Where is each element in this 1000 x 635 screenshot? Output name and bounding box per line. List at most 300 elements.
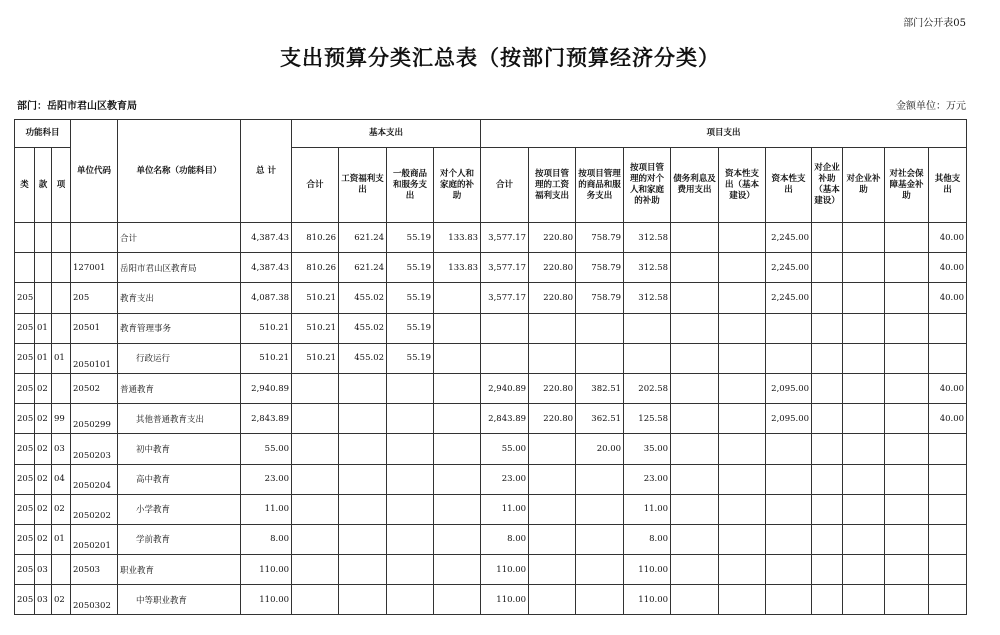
cell-p-capital: [766, 434, 812, 464]
cell-p-personal: 11.00: [624, 494, 671, 524]
cell-p-sum: 3,577.17: [481, 283, 529, 313]
cell-p-capital: 2,095.00: [766, 404, 812, 434]
cell-p-capbuild: [719, 283, 766, 313]
cell-b-personal: [434, 434, 481, 464]
cell-p-debt: [671, 404, 719, 434]
project-col-header: 按项目管理的对个人和家庭的补助: [624, 148, 671, 223]
cell-name: 教育管理事务: [118, 313, 241, 343]
cell-total: 55.00: [241, 434, 292, 464]
cell-xiang: [52, 223, 71, 253]
cell-b-wage: [339, 494, 387, 524]
cell-p-other: 40.00: [929, 253, 967, 283]
cell-p-wage: 220.80: [529, 223, 576, 253]
cell-code: 20501: [71, 313, 118, 343]
cell-p-goods: 758.79: [576, 283, 624, 313]
project-col-header: 资本性支出: [766, 148, 812, 223]
cell-b-wage: [339, 555, 387, 585]
cell-p-entbuild: [812, 313, 843, 343]
cell-total: 4,387.43: [241, 223, 292, 253]
cell-p-personal: 312.58: [624, 253, 671, 283]
cell-b-sum: [292, 494, 339, 524]
cell-p-entbuild: [812, 373, 843, 403]
cell-p-capital: 2,095.00: [766, 373, 812, 403]
cell-p-debt: [671, 313, 719, 343]
cell-b-sum: 810.26: [292, 253, 339, 283]
cell-lei: 205: [15, 555, 35, 585]
cell-p-sum: 2,843.89: [481, 404, 529, 434]
cell-xiang: 02: [52, 494, 71, 524]
cell-b-goods: [387, 404, 434, 434]
cell-name: 学前教育: [118, 524, 241, 554]
cell-p-capbuild: [719, 373, 766, 403]
cell-p-other: [929, 555, 967, 585]
cell-code: [71, 223, 118, 253]
cell-code: 20503: [71, 555, 118, 585]
budget-table: [14, 119, 967, 615]
cell-p-personal: 312.58: [624, 283, 671, 313]
cell-p-ent: [843, 585, 885, 615]
cell-xiang: 01: [52, 524, 71, 554]
total-header: 总 计: [241, 120, 292, 223]
basic-col-header: 合计: [292, 148, 339, 223]
cell-lei: 205: [15, 464, 35, 494]
cell-p-ent: [843, 373, 885, 403]
cell-b-wage: 455.02: [339, 343, 387, 373]
cell-p-wage: [529, 434, 576, 464]
cell-p-personal: 312.58: [624, 223, 671, 253]
cell-p-personal: 110.00: [624, 555, 671, 585]
cell-p-capital: [766, 464, 812, 494]
cell-p-capbuild: [719, 464, 766, 494]
cell-p-capbuild: [719, 434, 766, 464]
cell-p-debt: [671, 343, 719, 373]
cell-p-capbuild: [719, 494, 766, 524]
cell-p-capital: 2,245.00: [766, 253, 812, 283]
cell-lei: 205: [15, 434, 35, 464]
project-expense-header: 项目支出: [481, 120, 967, 148]
cell-p-wage: 220.80: [529, 283, 576, 313]
cell-code: 2050203: [71, 434, 118, 464]
cell-total: 110.00: [241, 555, 292, 585]
cell-lei: 205: [15, 343, 35, 373]
func-subject-header: 功能科目: [15, 120, 71, 148]
cell-p-ent: [843, 343, 885, 373]
table-row: [15, 464, 967, 494]
cell-xiang: 04: [52, 464, 71, 494]
cell-p-wage: [529, 585, 576, 615]
cell-b-wage: [339, 404, 387, 434]
cell-name: 岳阳市君山区教育局: [118, 253, 241, 283]
cell-b-goods: [387, 464, 434, 494]
cell-p-goods: [576, 585, 624, 615]
cell-p-social: [885, 585, 929, 615]
cell-code: 2050202: [71, 494, 118, 524]
basic-col-header: 对个人和家庭的补助: [434, 148, 481, 223]
cell-p-entbuild: [812, 343, 843, 373]
cell-p-other: [929, 464, 967, 494]
table-row: [15, 434, 967, 464]
cell-p-social: [885, 524, 929, 554]
cell-kuan: 02: [35, 464, 52, 494]
cell-p-capital: [766, 555, 812, 585]
project-col-header: 对企业补助（基本建设）: [812, 148, 843, 223]
cell-p-sum: 110.00: [481, 555, 529, 585]
cell-p-other: [929, 585, 967, 615]
project-col-header: 合计: [481, 148, 529, 223]
cell-b-wage: [339, 373, 387, 403]
table-row: [15, 373, 967, 403]
cell-p-entbuild: [812, 434, 843, 464]
cell-p-capbuild: [719, 313, 766, 343]
cell-p-debt: [671, 464, 719, 494]
cell-p-social: [885, 313, 929, 343]
cell-code: 205: [71, 283, 118, 313]
cell-p-sum: [481, 343, 529, 373]
cell-name: 小学教育: [118, 494, 241, 524]
cell-code: 20502: [71, 373, 118, 403]
cell-b-wage: [339, 464, 387, 494]
department-label: 部门：岳阳市君山区教育局: [17, 101, 137, 112]
cell-b-wage: [339, 585, 387, 615]
cell-p-entbuild: [812, 223, 843, 253]
form-number: 部门公开表05: [903, 18, 966, 29]
cell-p-social: [885, 253, 929, 283]
cell-b-sum: 510.21: [292, 283, 339, 313]
cell-p-capital: 2,245.00: [766, 223, 812, 253]
cell-p-capbuild: [719, 253, 766, 283]
cell-p-capbuild: [719, 585, 766, 615]
table-row: [15, 404, 967, 434]
cell-p-personal: 35.00: [624, 434, 671, 464]
cell-p-debt: [671, 253, 719, 283]
cell-p-debt: [671, 283, 719, 313]
cell-p-ent: [843, 283, 885, 313]
cell-lei: 205: [15, 494, 35, 524]
cell-p-goods: 362.51: [576, 404, 624, 434]
cell-p-social: [885, 464, 929, 494]
cell-b-personal: [434, 404, 481, 434]
table-row: [15, 494, 967, 524]
cell-name: 行政运行: [118, 343, 241, 373]
cell-kuan: 02: [35, 373, 52, 403]
cell-kuan: 02: [35, 404, 52, 434]
cell-b-sum: [292, 404, 339, 434]
cell-kuan: 02: [35, 494, 52, 524]
cell-p-ent: [843, 555, 885, 585]
cell-p-entbuild: [812, 253, 843, 283]
cell-total: 4,087.38: [241, 283, 292, 313]
cell-b-personal: 133.83: [434, 223, 481, 253]
table-row: [15, 585, 967, 615]
unit-name-header: 单位名称（功能科目）: [118, 120, 241, 223]
cell-p-other: [929, 434, 967, 464]
cell-p-goods: 382.51: [576, 373, 624, 403]
cell-p-wage: 220.80: [529, 404, 576, 434]
cell-p-other: [929, 313, 967, 343]
cell-lei: 205: [15, 373, 35, 403]
cell-p-goods: 758.79: [576, 223, 624, 253]
cell-p-personal: 125.58: [624, 404, 671, 434]
cell-b-goods: [387, 524, 434, 554]
cell-p-goods: 758.79: [576, 253, 624, 283]
cell-name: 初中教育: [118, 434, 241, 464]
cell-lei: 205: [15, 585, 35, 615]
cell-p-personal: 110.00: [624, 585, 671, 615]
cell-kuan: 03: [35, 585, 52, 615]
cell-p-other: [929, 494, 967, 524]
cell-total: 2,940.89: [241, 373, 292, 403]
cell-p-other: [929, 524, 967, 554]
cell-kuan: 01: [35, 343, 52, 373]
cell-total: 2,843.89: [241, 404, 292, 434]
cell-p-other: [929, 343, 967, 373]
cell-b-sum: [292, 555, 339, 585]
cell-p-entbuild: [812, 524, 843, 554]
cell-b-sum: 810.26: [292, 223, 339, 253]
cell-p-goods: [576, 343, 624, 373]
cell-p-goods: [576, 524, 624, 554]
cell-p-sum: 2,940.89: [481, 373, 529, 403]
cell-p-sum: 11.00: [481, 494, 529, 524]
cell-lei: [15, 253, 35, 283]
table-row: [15, 524, 967, 554]
cell-b-wage: 621.24: [339, 253, 387, 283]
cell-p-social: [885, 555, 929, 585]
cell-name: 其他普通教育支出: [118, 404, 241, 434]
table-body: [15, 223, 967, 615]
cell-p-personal: [624, 313, 671, 343]
cell-p-sum: 8.00: [481, 524, 529, 554]
cell-total: 4,387.43: [241, 253, 292, 283]
cell-p-entbuild: [812, 555, 843, 585]
cell-b-goods: [387, 494, 434, 524]
cell-p-capbuild: [719, 223, 766, 253]
cell-b-personal: [434, 494, 481, 524]
cell-name: 高中教育: [118, 464, 241, 494]
cell-p-personal: [624, 343, 671, 373]
cell-b-goods: [387, 555, 434, 585]
cell-p-capital: 2,245.00: [766, 283, 812, 313]
cell-p-wage: [529, 555, 576, 585]
currency-unit-label: 金额单位：万元: [896, 101, 966, 112]
cell-lei: 205: [15, 283, 35, 313]
cell-b-wage: [339, 524, 387, 554]
cell-xiang: 03: [52, 434, 71, 464]
cell-p-entbuild: [812, 464, 843, 494]
cell-b-sum: [292, 524, 339, 554]
cell-p-ent: [843, 253, 885, 283]
cell-p-other: 40.00: [929, 223, 967, 253]
cell-name: 普通教育: [118, 373, 241, 403]
cell-p-goods: [576, 555, 624, 585]
cell-p-ent: [843, 404, 885, 434]
page-title: 支出预算分类汇总表（按部门预算经济分类）: [280, 45, 720, 70]
cell-b-personal: [434, 585, 481, 615]
cell-b-sum: [292, 373, 339, 403]
cell-p-other: 40.00: [929, 373, 967, 403]
table-row: [15, 343, 967, 373]
cell-p-ent: [843, 464, 885, 494]
cell-p-goods: 20.00: [576, 434, 624, 464]
kuan-header: 款: [35, 148, 52, 223]
cell-b-sum: 510.21: [292, 313, 339, 343]
cell-total: 510.21: [241, 313, 292, 343]
cell-kuan: [35, 253, 52, 283]
cell-b-goods: 55.19: [387, 253, 434, 283]
cell-p-personal: 23.00: [624, 464, 671, 494]
project-col-header: 按项目管理的工资福利支出: [529, 148, 576, 223]
cell-b-goods: 55.19: [387, 283, 434, 313]
basic-col-header: 一般商品和服务支出: [387, 148, 434, 223]
cell-xiang: [52, 313, 71, 343]
cell-p-debt: [671, 434, 719, 464]
cell-p-debt: [671, 373, 719, 403]
cell-kuan: [35, 283, 52, 313]
cell-p-goods: [576, 494, 624, 524]
lei-header: 类: [15, 148, 35, 223]
cell-p-sum: 55.00: [481, 434, 529, 464]
cell-p-social: [885, 283, 929, 313]
cell-p-wage: [529, 494, 576, 524]
cell-code: 127001: [71, 253, 118, 283]
cell-xiang: [52, 283, 71, 313]
cell-total: 11.00: [241, 494, 292, 524]
cell-p-capbuild: [719, 404, 766, 434]
table-row: [15, 313, 967, 343]
cell-p-capital: [766, 585, 812, 615]
cell-p-entbuild: [812, 585, 843, 615]
table-row: [15, 253, 967, 283]
cell-b-sum: [292, 464, 339, 494]
cell-kuan: 01: [35, 313, 52, 343]
cell-p-capbuild: [719, 555, 766, 585]
cell-b-personal: [434, 555, 481, 585]
cell-p-entbuild: [812, 494, 843, 524]
project-col-header: 资本性支出（基本建设）: [719, 148, 766, 223]
cell-p-capital: [766, 524, 812, 554]
cell-xiang: 99: [52, 404, 71, 434]
cell-lei: [15, 223, 35, 253]
cell-p-debt: [671, 223, 719, 253]
cell-total: 23.00: [241, 464, 292, 494]
cell-b-wage: 621.24: [339, 223, 387, 253]
cell-b-goods: [387, 434, 434, 464]
cell-lei: 205: [15, 404, 35, 434]
cell-xiang: 02: [52, 585, 71, 615]
cell-p-ent: [843, 494, 885, 524]
cell-p-social: [885, 223, 929, 253]
cell-code: 2050101: [71, 343, 118, 373]
unit-code-header: 单位代码: [71, 120, 118, 223]
cell-p-capital: [766, 313, 812, 343]
xiang-header: 项: [52, 148, 71, 223]
basic-expense-header: 基本支出: [292, 120, 481, 148]
cell-lei: 205: [15, 313, 35, 343]
cell-p-sum: [481, 313, 529, 343]
cell-p-sum: 3,577.17: [481, 253, 529, 283]
cell-p-debt: [671, 585, 719, 615]
cell-b-goods: [387, 373, 434, 403]
cell-p-personal: 8.00: [624, 524, 671, 554]
project-col-header: 对社会保障基金补助: [885, 148, 929, 223]
cell-p-debt: [671, 555, 719, 585]
cell-b-personal: [434, 343, 481, 373]
cell-b-sum: 510.21: [292, 343, 339, 373]
cell-p-social: [885, 343, 929, 373]
cell-b-personal: 133.83: [434, 253, 481, 283]
cell-p-ent: [843, 313, 885, 343]
cell-p-wage: [529, 313, 576, 343]
cell-b-personal: [434, 373, 481, 403]
cell-p-ent: [843, 434, 885, 464]
cell-total: 510.21: [241, 343, 292, 373]
cell-b-wage: 455.02: [339, 283, 387, 313]
cell-b-wage: [339, 434, 387, 464]
cell-code: 2050299: [71, 404, 118, 434]
project-col-header: 按项目管理的商品和服务支出: [576, 148, 624, 223]
cell-lei: 205: [15, 524, 35, 554]
cell-b-goods: 55.19: [387, 223, 434, 253]
basic-col-header: 工资福利支出: [339, 148, 387, 223]
cell-name: 合计: [118, 223, 241, 253]
cell-p-wage: [529, 343, 576, 373]
cell-p-social: [885, 404, 929, 434]
cell-xiang: 01: [52, 343, 71, 373]
cell-xiang: [52, 373, 71, 403]
cell-p-wage: 220.80: [529, 373, 576, 403]
cell-p-social: [885, 434, 929, 464]
cell-b-personal: [434, 283, 481, 313]
cell-name: 中等职业教育: [118, 585, 241, 615]
cell-p-wage: [529, 464, 576, 494]
cell-kuan: 02: [35, 434, 52, 464]
project-col-header: 对企业补助: [843, 148, 885, 223]
cell-kuan: [35, 223, 52, 253]
cell-xiang: [52, 555, 71, 585]
cell-p-other: 40.00: [929, 404, 967, 434]
cell-p-goods: [576, 313, 624, 343]
cell-b-goods: [387, 585, 434, 615]
cell-p-sum: 110.00: [481, 585, 529, 615]
cell-b-wage: 455.02: [339, 313, 387, 343]
project-col-header: 其他支出: [929, 148, 967, 223]
cell-b-sum: [292, 585, 339, 615]
cell-total: 8.00: [241, 524, 292, 554]
cell-p-sum: 23.00: [481, 464, 529, 494]
cell-p-goods: [576, 464, 624, 494]
cell-b-personal: [434, 464, 481, 494]
table-row: [15, 283, 967, 313]
cell-b-personal: [434, 313, 481, 343]
cell-total: 110.00: [241, 585, 292, 615]
cell-b-goods: 55.19: [387, 343, 434, 373]
cell-b-goods: 55.19: [387, 313, 434, 343]
cell-p-capital: [766, 494, 812, 524]
cell-b-sum: [292, 434, 339, 464]
cell-xiang: [52, 253, 71, 283]
cell-p-entbuild: [812, 283, 843, 313]
cell-code: 2050302: [71, 585, 118, 615]
cell-p-debt: [671, 524, 719, 554]
cell-p-wage: 220.80: [529, 253, 576, 283]
cell-p-capbuild: [719, 343, 766, 373]
cell-b-personal: [434, 524, 481, 554]
cell-p-debt: [671, 494, 719, 524]
cell-p-ent: [843, 524, 885, 554]
cell-kuan: 02: [35, 524, 52, 554]
cell-p-personal: 202.58: [624, 373, 671, 403]
cell-name: 教育支出: [118, 283, 241, 313]
